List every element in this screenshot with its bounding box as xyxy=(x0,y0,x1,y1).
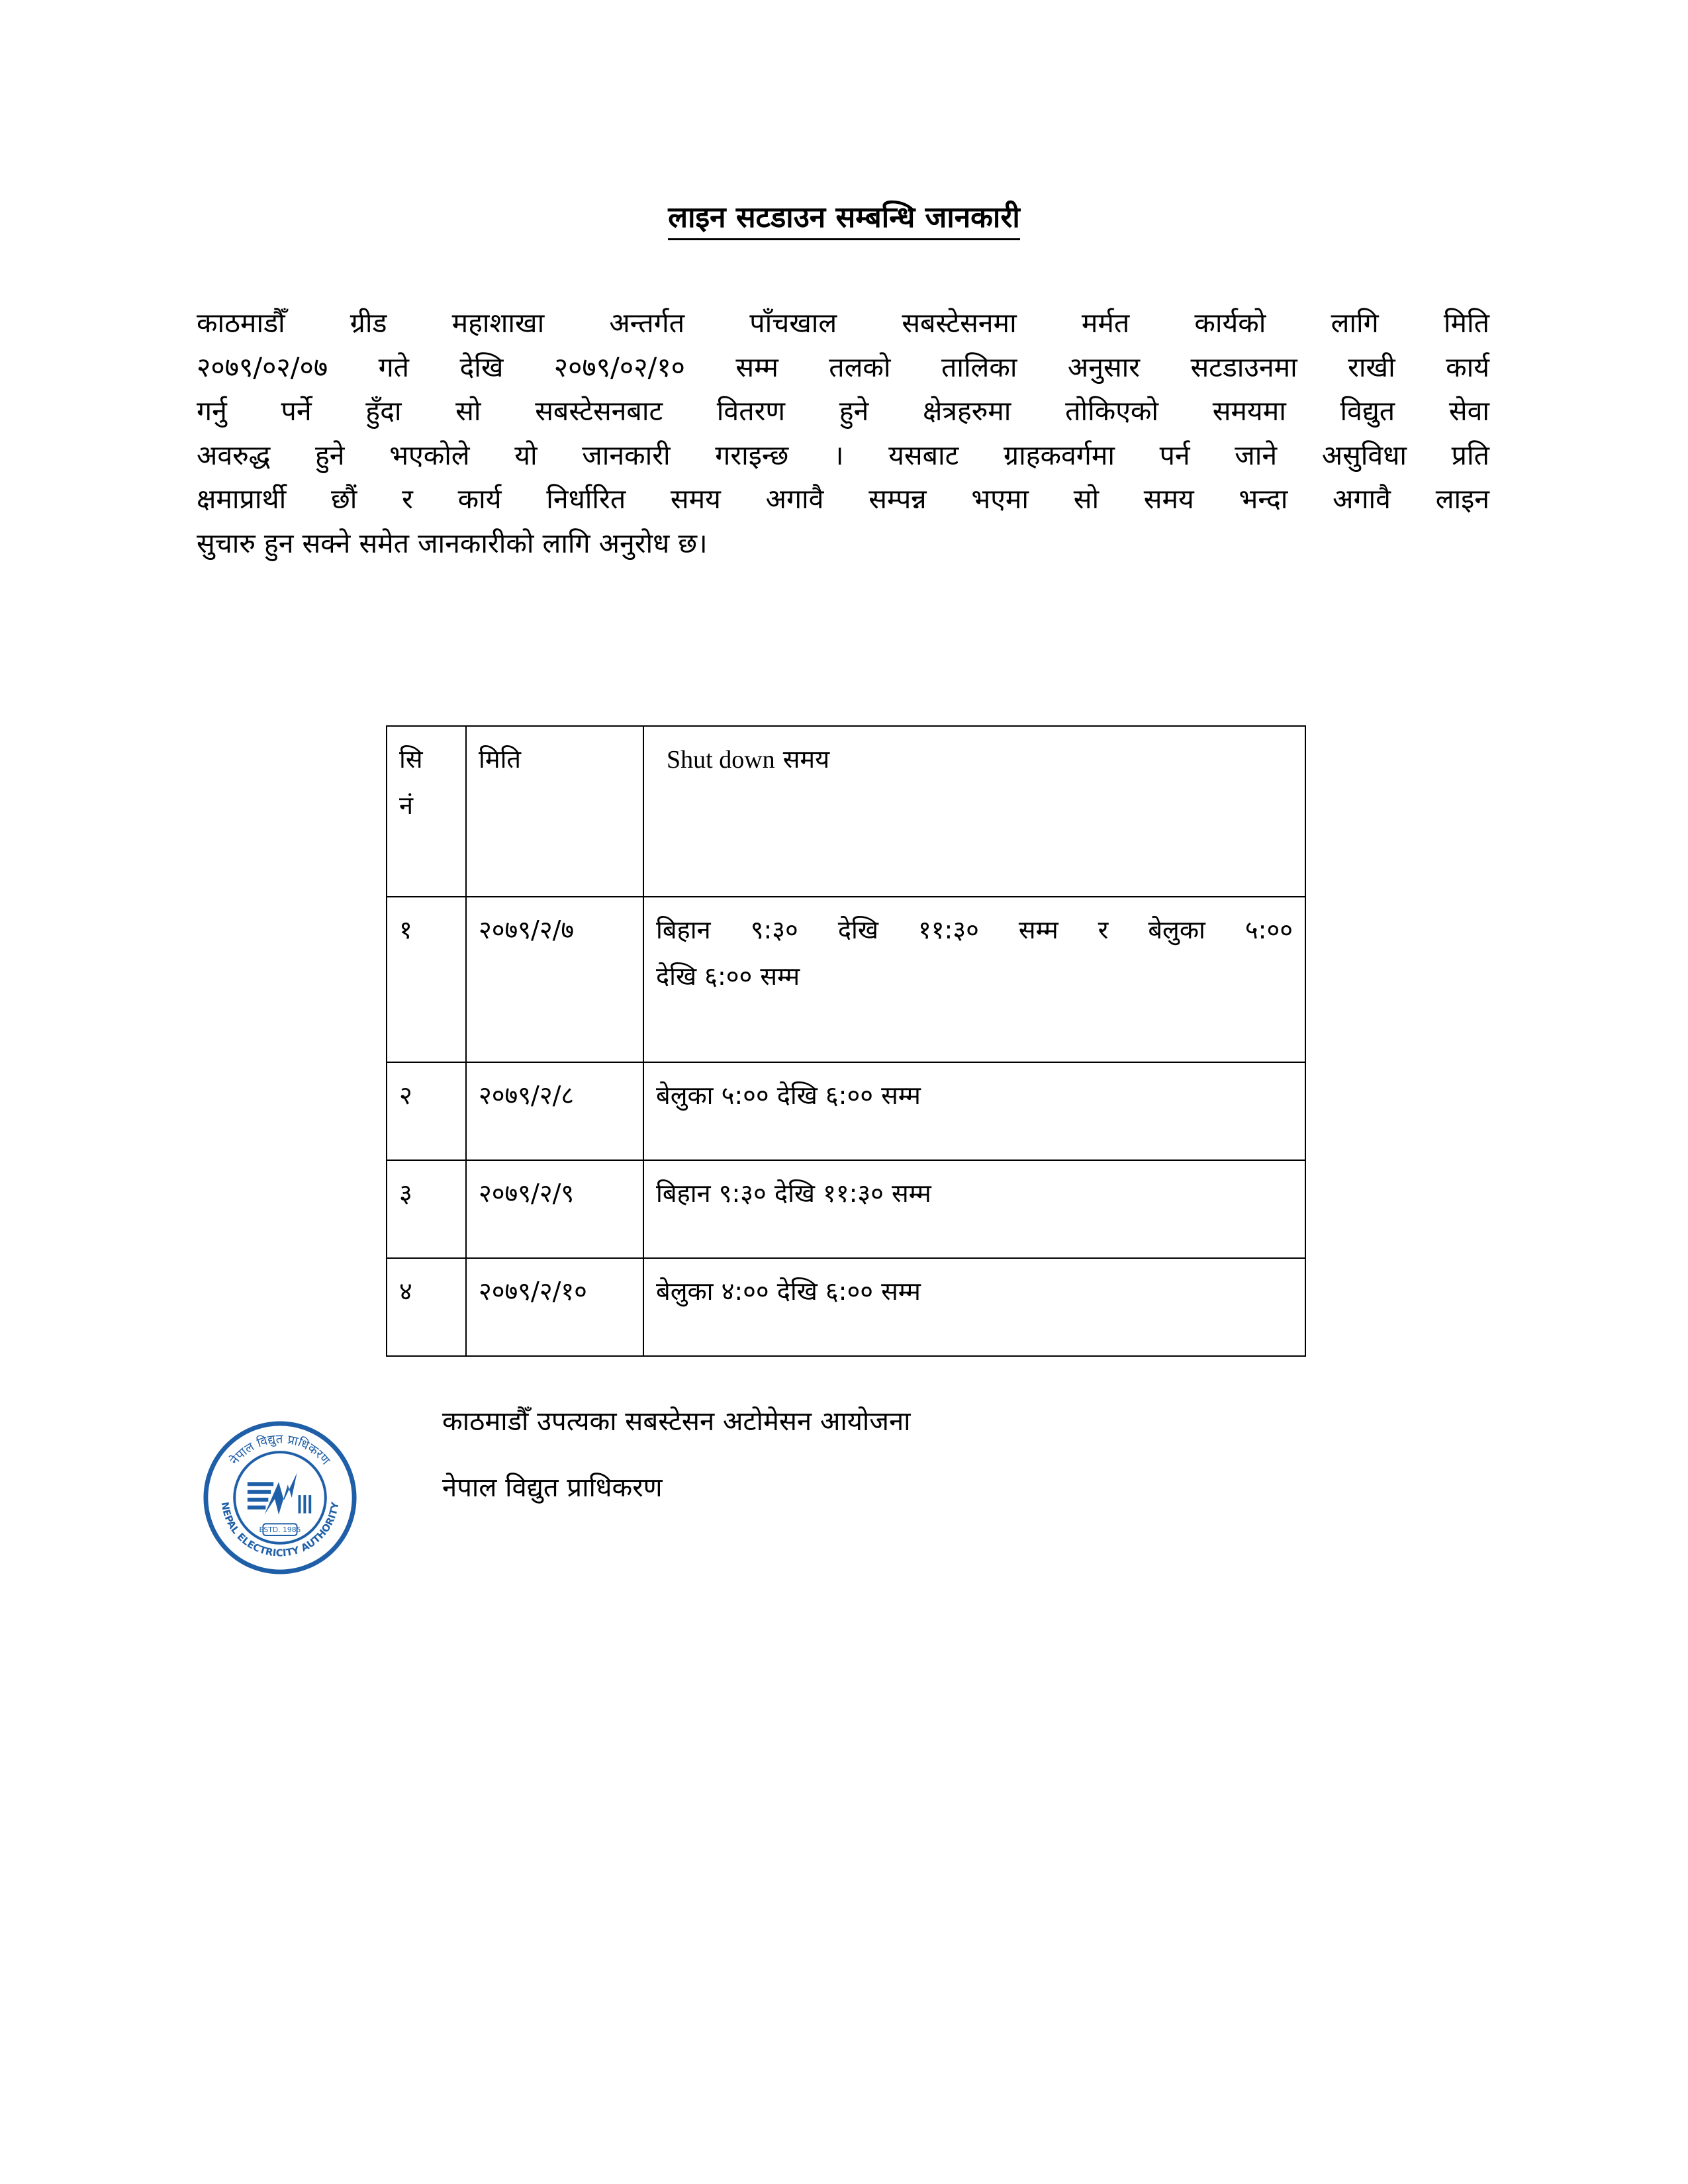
row-time-line2: देखि ६:०० सम्म xyxy=(656,962,800,991)
table-row xyxy=(387,897,1305,1062)
row-time-cell xyxy=(643,1062,1305,1160)
logo-emblem xyxy=(248,1473,311,1515)
row-time-line1: बिहान ९:३० देखि ११:३० सम्म र बेलुका ५:०० xyxy=(656,915,1293,944)
paragraph-line: अवरुद्ध हुने भएकोले यो जानकारी गराइन्छ । यसबाट ग्राहकवर्गमा पर्न जाने असुविधा प्रति xyxy=(197,439,1489,471)
document-title-text: लाइन सटडाउन सम्बन्धि जानकारी xyxy=(668,201,1019,240)
paragraph-line: सुचारु हुन सक्ने समेत जानकारीको लागि अनुरोध छ। xyxy=(197,527,708,559)
header-sn-line2: नं xyxy=(399,791,414,820)
signature-block xyxy=(442,1388,911,1521)
row-sn: २ xyxy=(387,1062,466,1160)
logo-top-text: नेपाल विद्युत प्राधिकरण xyxy=(227,1432,333,1468)
row-sn: ३ xyxy=(387,1160,466,1258)
table-row xyxy=(387,1160,1305,1258)
project-name: काठमाडौँ उपत्यका सबस्टेसन अटोमेसन आयोजना xyxy=(442,1406,911,1437)
table-row xyxy=(387,1062,1305,1160)
row-time-line1: बिहान ९:३० देखि ११:३० सम्म xyxy=(656,1179,931,1208)
table-header-row xyxy=(387,726,1305,897)
row-date: २०७९/२/७ xyxy=(466,897,643,1062)
paragraph-line: काठमाडौँ ग्रीड महाशाखा अन्तर्गत पाँचखाल सबस्टेसनमा मर्मत कार्यको लागि मिति xyxy=(197,307,1489,339)
paragraph-line: २०७९/०२/०७ गते देखि २०७९/०२/१० सम्म तलको तालिका अनुसार सटडाउनमा राखी कार्य xyxy=(197,351,1489,383)
header-time-prefix: Shut down xyxy=(667,746,775,774)
logo-bottom-text: NEPAL ELECTRICITY AUTHORITY xyxy=(218,1501,342,1559)
organization-name: नेपाल विद्युत प्राधिकरण xyxy=(442,1473,663,1503)
logo-estd-text: ESTD. 1985 xyxy=(259,1525,301,1535)
nea-logo xyxy=(202,1420,358,1576)
row-date: २०७९/२/९ xyxy=(466,1160,643,1258)
row-sn: ४ xyxy=(387,1258,466,1356)
row-time-cell xyxy=(643,1258,1305,1356)
header-sn-cell xyxy=(387,726,466,897)
header-sn-line1: सि xyxy=(399,745,423,774)
row-time-line1: बेलुका ४:०० देखि ६:०० सम्म xyxy=(656,1277,921,1306)
header-time-cell xyxy=(643,726,1305,897)
row-time-line1: बेलुका ५:०० देखि ६:०० सम्म xyxy=(656,1081,921,1110)
row-time-cell xyxy=(643,897,1305,1062)
row-time-cell xyxy=(643,1160,1305,1258)
row-date: २०७९/२/१० xyxy=(466,1258,643,1356)
table-row xyxy=(387,1258,1305,1356)
paragraph-line: गर्नु पर्ने हुँदा सो सबस्टेसनबाट वितरण हुने क्षेत्रहरुमा तोकिएको समयमा विद्युत सेवा xyxy=(197,395,1489,427)
row-date: २०७९/२/८ xyxy=(466,1062,643,1160)
notice-paragraph xyxy=(197,301,1489,565)
header-time-suffix: समय xyxy=(782,745,830,774)
header-date: मिति xyxy=(479,745,522,774)
document-title xyxy=(0,196,1688,236)
paragraph-line: क्षमाप्रार्थी छौं र कार्य निर्धारित समय अगावै सम्पन्न भएमा सो समय भन्दा अगावै लाइन xyxy=(197,483,1489,515)
shutdown-schedule-table xyxy=(386,725,1306,1357)
header-date-cell xyxy=(466,726,643,897)
row-sn: १ xyxy=(387,897,466,1062)
